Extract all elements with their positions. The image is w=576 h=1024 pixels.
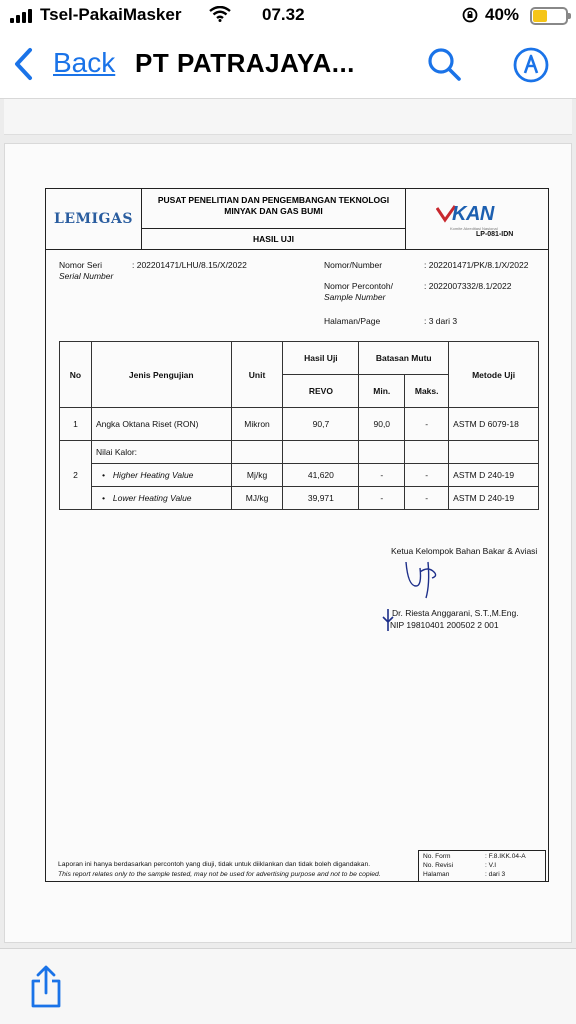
battery-percentage: 40% [485,5,520,24]
signatory-title: Ketua Kelompok Bahan Bakar & Aviasi [391,546,538,556]
sample-label-en: Sample Number [324,292,386,302]
institution-name: PUSAT PENELITIAN DAN PENGEMBANGAN TEKNOLOGI MINYAK DAN GAS BUMI [142,189,406,229]
table-row: • Lower Heating Value MJ/kg 39,971 - - ASTM D 240-19 [60,487,539,510]
sample-label: Nomor Percontoh/ [324,281,393,291]
table-row: 1 Angka Oktana Riset (RON) Mikron 90,7 90,0 - ASTM D 6079-18 [60,408,539,441]
search-icon[interactable] [426,46,462,82]
page-label: Halaman/Page [324,316,381,326]
number-label: Nomor/Number [324,260,383,270]
serial-label: Nomor Seri [59,260,102,270]
section-title: HASIL UJI [142,229,406,249]
battery-icon [530,7,568,25]
page-title: PT PATRAJAYA... [135,48,355,78]
orientation-lock-icon [462,7,478,23]
sample-value: : 2022007332/8.1/2022 [424,281,512,291]
serial-label-en: Serial Number [59,271,114,281]
table-row: 2 Nilai Kalor: [60,441,539,464]
clock: 07.32 [262,5,305,24]
share-icon[interactable] [28,965,64,1009]
kan-accreditation-logo: KAN Komite Akreditasi Nasional LP-081-IDN [406,189,548,249]
chevron-left-icon[interactable] [12,46,34,82]
results-table [59,341,539,510]
wifi-icon [209,6,231,22]
document-page [4,143,572,943]
page-value: : 3 dari 3 [424,316,458,326]
handwritten-signature [402,556,446,600]
previous-page-edge [4,99,572,135]
signal-icon [10,9,36,23]
serial-value: : 202201471/LHU/8.15/X/2022 [132,260,247,270]
status-bar [0,0,576,32]
disclaimer: Laporan ini hanya berdasarkan percontoh yang diuji, tidak untuk diiklankan dan tidak boleh digandakan. This report relates only to the sample tested, may not be used for advertising purpose and not to be copied. [58,861,381,878]
col-min: Min. [359,375,405,408]
signatory-nip: NIP 19810401 200502 2 001 [390,620,499,630]
document-viewer[interactable] [0,98,576,948]
col-result-sub: REVO [283,375,359,408]
report-body [45,250,549,882]
number-value: : 202201471/PK/8.1/X/2022 [424,260,529,270]
col-limits: Batasan Mutu [359,342,449,375]
table-row: • Higher Heating Value Mj/kg 41,620 - - ASTM D 240-19 [60,464,539,487]
markup-pen-icon[interactable] [512,46,550,84]
bottom-toolbar [0,948,576,1024]
form-info-box: No. Form : F.8.IKK.04-A No. Revisi : V.I Halaman : dari 3 [418,850,546,882]
col-unit: Unit [231,342,283,408]
lemigas-logo: LEMIGAS [46,189,142,249]
col-max: Maks. [405,375,449,408]
col-test-type: Jenis Pengujian [91,342,231,408]
report-header [45,188,549,250]
signatory-name: Dr. Riesta Anggarani, S.T.,M.Eng. [392,608,519,618]
col-result: Hasil Uji [283,342,359,375]
back-button[interactable]: Back [53,47,116,78]
navigation-bar [0,32,576,98]
carrier-name: Tsel-PakaiMasker [40,5,182,24]
col-method: Metode Uji [449,342,539,408]
col-no: No [60,342,92,408]
